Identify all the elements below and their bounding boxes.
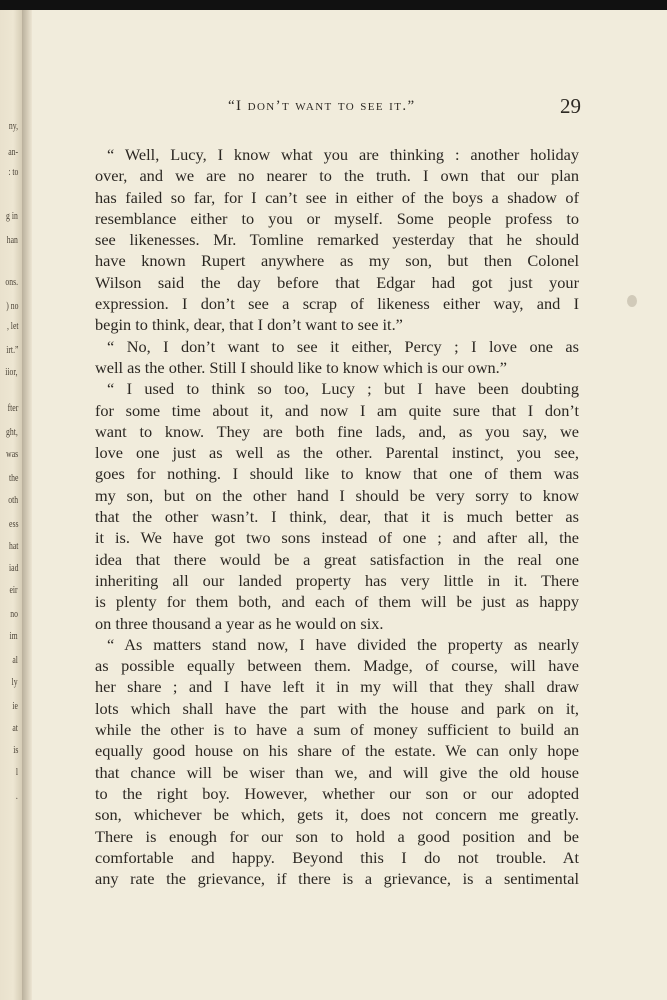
facing-page-fragment: ie	[12, 700, 18, 712]
facing-page-fragment: at	[12, 722, 18, 734]
text-line: has failed so far, for I can’t see in either of the boys a shadow of	[95, 187, 579, 207]
facing-page-fragment: fter	[7, 402, 18, 414]
text-line: begin to think, dear, that I don’t want to see it.”	[95, 315, 403, 335]
facing-page-fragment: is	[12, 744, 18, 756]
facing-page-fragment: ess	[8, 518, 18, 530]
text-line: as possible equally between them. Madge, of course, will have	[95, 656, 579, 676]
text-line: son, whichever be which, gets it, does not concern me greatly.	[95, 805, 579, 825]
text-line: goes for nothing. I should like to know that one of them was	[95, 464, 579, 484]
text-line: lots which shall have the part with the house and park on it,	[95, 698, 579, 718]
facing-page-fragment: ly	[12, 676, 18, 688]
text-line: have known Rupert anywhere as my son, but then Colonel	[95, 251, 579, 271]
facing-page-fragment: an-	[8, 146, 18, 158]
facing-page-fragment: no	[10, 608, 18, 620]
facing-page-fragment: ) no	[5, 300, 18, 312]
book-gutter	[22, 10, 32, 1000]
text-line: There is enough for our son to hold a good position and be	[95, 826, 579, 846]
text-line: resemblance either to you or myself. Some people profess to	[95, 208, 579, 228]
text-line: “ I used to think so too, Lucy ; but I have been doubting	[107, 379, 579, 399]
text-line: her share ; and I have left it in my will that they shall draw	[95, 677, 579, 697]
book-page	[32, 10, 667, 1000]
text-line: see likenesses. Mr. Tomline remarked yesterday that he should	[95, 230, 579, 250]
text-line: comfortable and happy. Beyond this I do not trouble. At	[95, 847, 579, 867]
text-line: any rate the grievance, if there is a grievance, is a sentimental	[95, 869, 579, 889]
text-line: it is. We have got two sons instead of one ; and after all, the	[95, 528, 579, 548]
facing-page-fragment: ny,	[8, 120, 18, 132]
text-line: to the right boy. However, whether our son or our adopted	[95, 783, 579, 803]
facing-page-fragment: al	[12, 654, 18, 666]
facing-page-fragment: g in	[6, 210, 18, 222]
facing-page-fragment: : to	[7, 166, 18, 178]
facing-page-fragment: han	[6, 234, 18, 246]
facing-page-fragment: ght,	[6, 426, 18, 438]
text-line: equally good house on his share of the estate. We can only hope	[95, 741, 579, 761]
text-line: for some time about it, and now I am quite sure that I don’t	[95, 400, 579, 420]
facing-page-fragment: hat	[8, 540, 18, 552]
text-line: idea that there would be a great satisfaction in the real one	[95, 549, 579, 569]
facing-page-fragment: eir	[9, 584, 18, 596]
text-line: while the other is to have a sum of money sufficient to build an	[95, 720, 579, 740]
facing-page-fragment: iior,	[5, 366, 18, 378]
text-line: “ No, I don’t want to see it either, Percy ; I love one as	[107, 336, 579, 356]
text-line: that the other wasn’t. I think, dear, that it is much better as	[95, 507, 579, 527]
text-line: over, and we are no nearer to the truth. I own that our plan	[95, 166, 579, 186]
text-line: Wilson said the day before that Edgar had got just your	[95, 272, 579, 292]
text-line: “ Well, Lucy, I know what you are thinking : another holiday	[107, 145, 579, 164]
text-line: inheriting all our landed property has very little in it. There	[95, 570, 579, 590]
page-body-text	[95, 144, 579, 889]
scan-top-edge	[0, 0, 667, 10]
facing-page-fragment: oth	[8, 494, 18, 506]
facing-page-fragment: , let	[6, 320, 18, 332]
running-title: “I don’t want to see it.”	[228, 98, 416, 114]
text-line: my son, but on the other hand I should be very sorry to know	[95, 485, 579, 505]
text-line: on three thousand a year as he would on six.	[95, 613, 384, 633]
facing-page-fragment: iad	[8, 562, 18, 574]
facing-page-fragment: irt.”	[5, 344, 18, 356]
facing-page-fragment: the	[8, 472, 18, 484]
text-line: love one just as well as the other. Parental instinct, you see,	[95, 443, 579, 463]
text-line: “ As matters stand now, I have divided the property as nearly	[107, 634, 579, 654]
running-head	[32, 94, 667, 122]
text-line: well as the other. Still I should like to know which is our own.”	[95, 357, 507, 377]
text-line: want to know. They are both fine lads, and, as you say, we	[95, 421, 579, 441]
facing-page-edge	[0, 10, 22, 1000]
facing-page-fragment: .	[16, 790, 18, 802]
text-line: expression. I don’t see a scrap of likeness either way, and I	[95, 294, 579, 314]
facing-page-fragment: l	[15, 766, 18, 778]
facing-page-fragment: im	[9, 630, 18, 642]
text-line: is plenty for them both, and each of them will be just as happy	[95, 592, 579, 612]
paper-blemish	[627, 295, 637, 307]
facing-page-fragment: ons.	[5, 276, 18, 288]
text-line: that chance will be wiser than we, and will give the old house	[95, 762, 579, 782]
page-number: 29	[560, 94, 581, 118]
facing-page-fragment: was	[6, 448, 18, 460]
